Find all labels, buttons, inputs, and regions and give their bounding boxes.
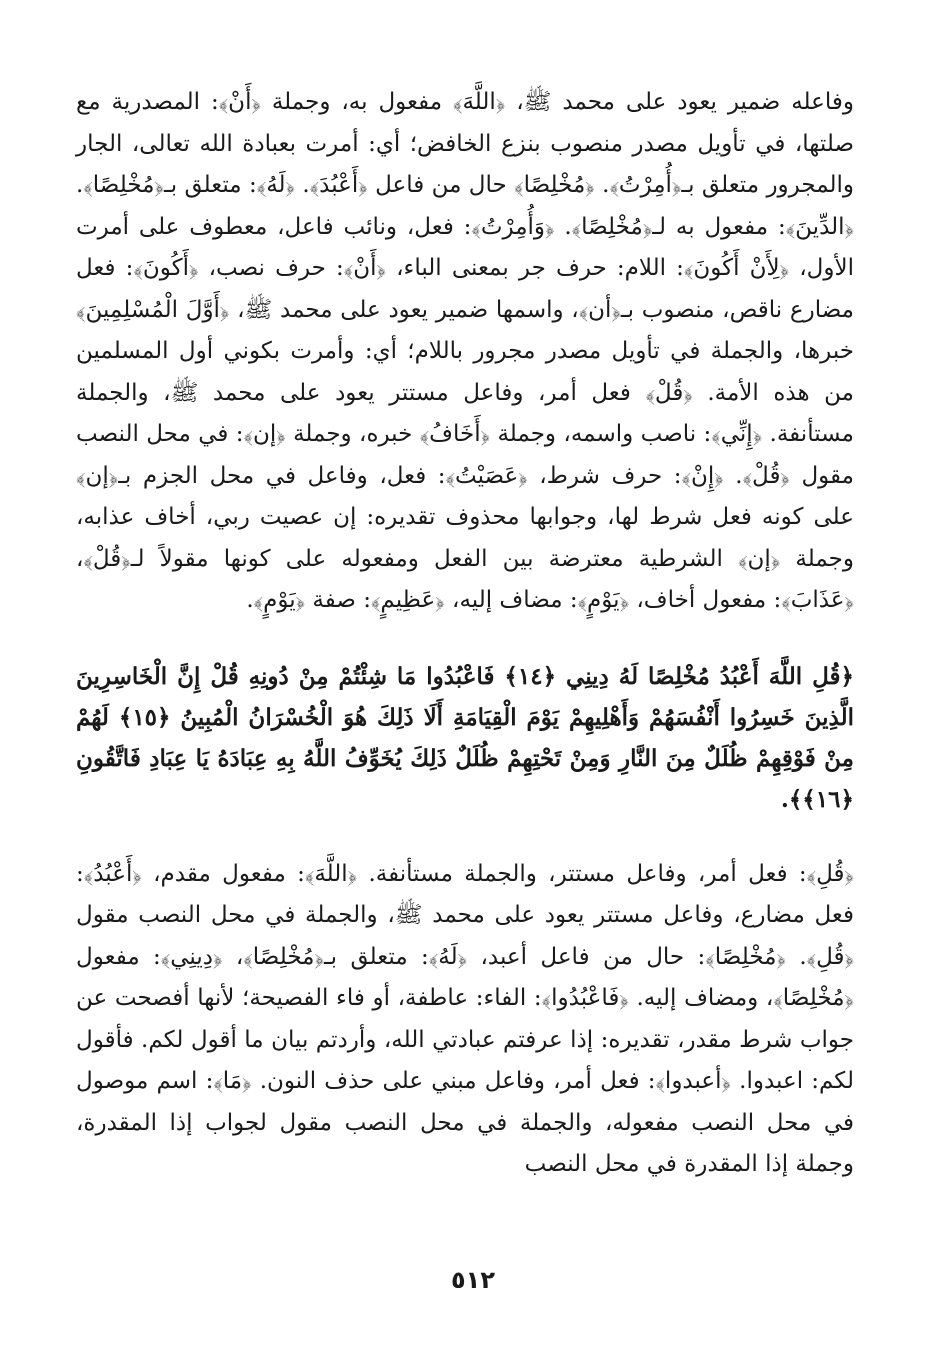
commentary-paragraph-2: ﴿قُلِ﴾: فعل أمر، وفاعل مستتر، والجملة مستأنفة. ﴿اللَّهَ﴾: مفعول مقدم، ﴿أَعْبُدُ﴾: فعل مضارع، وفاعل مستتر يعود على محمد ﷺ، والجملة في محل النصب مقول ﴿قُلِ﴾. ﴿مُخْلِصًا﴾: حال من فاعل أعبد، ﴿لَهُ﴾: متعلق بـ﴿مُخْلِصًا﴾، ﴿دِينِي﴾: مفعول ﴿مُخْلِصًا﴾، ومضاف إليه. ﴿فَاعْبُدُوا﴾: الفاء: عاطفة، أو فاء الفصيحة؛ لأنها أفصحت عن جواب شرط مقدر، تقديره: إذا عرفتم عبادتي الله، وأردتم بيان ما أقول لكم. فأقول لكم: اعبدوا. ﴿أعبدوا﴾: فعل أمر، وفاعل مبني على حذف النون. ﴿مَا﴾: اسم موصول في محل النصب مفعوله، والجملة في محل النصب مقول لجواب إذا المقدرة، وجملة إذا المقدرة في محل النصب <box>76 860 854 1177</box>
commentary-paragraph-1: وفاعله ضمير يعود على محمد ﷺ، ﴿اللَّهَ﴾ مفعول به، وجملة ﴿أَنْ﴾: المصدرية مع صلتها، في تأويل مصدر منصوب بنزع الخافض؛ أي: أمرت بعبادة الله تعالى، الجار والمجرور متعلق بـ﴿أُمِرْتُ﴾. ﴿مُخْلِصًا﴾ حال من فاعل ﴿أَعْبُدَ﴾. ﴿لَهُ﴾: متعلق بـ﴿مُخْلِصًا﴾. ﴿الدِّينَ﴾: مفعول به لـ﴿مُخْلِصًا﴾. ﴿وَأُمِرْتُ﴾: فعل، ونائب فاعل، معطوف على أمرت الأول، ﴿لِأَنْ أَكُونَ﴾: اللام: حرف جر بمعنى الباء، ﴿أَنْ﴾: حرف نصب، ﴿أَكُونَ﴾: فعل مضارع ناقص، منصوب بـ﴿أن﴾، واسمها ضمير يعود على محمد ﷺ، ﴿أَوَّلَ الْمُسْلِمِينَ﴾ خبرها، والجملة في تأويل مصدر مجرور باللام؛ أي: وأمرت بكوني أول المسلمين من هذه الأمة. ﴿قُلْ﴾ فعل أمر، وفاعل مستتر يعود على محمد ﷺ، والجملة مستأنفة. ﴿إِنِّي﴾: ناصب واسمه، وجملة ﴿أَخَافُ﴾ خبره، وجملة ﴿إن﴾: في محل النصب مقول ﴿قُلْ﴾. ﴿إِنْ﴾: حرف شرط، ﴿عَصَيْتُ﴾: فعل، وفاعل في محل الجزم بـ﴿إن﴾ على كونه فعل شرط لها، وجوابها محذوف تقديره: إن عصيت ربي، أخاف عذابه، وجملة ﴿إن﴾ الشرطية معترضة بين الفعل ومفعوله على كونها مقولاً لـ﴿قُلْ﴾، ﴿عَذَابَ﴾: مفعول أخاف، ﴿يَوْمٍ﴾: مضاف إليه، ﴿عَظِيمٍ﴾: صفة ﴿يَوْمٍ﴾. <box>76 89 854 613</box>
page-body <box>76 82 854 1186</box>
page-number: ٥١٢ <box>451 1266 495 1294</box>
quran-verse-block: ﴿قُلِ اللَّهَ أَعْبُدُ مُخْلِصًا لَهُ دِينِي ﴿١٤﴾ فَاعْبُدُوا مَا شِئْتُمْ مِنْ دُونِهِ قُلْ إِنَّ الْخَاسِرِينَ الَّذِينَ خَسِرُوا أَنْفُسَهُمْ وَأَهْلِيهِمْ يَوْمَ الْقِيَامَةِ أَلَا ذَلِكَ هُوَ الْخُسْرَانُ الْمُبِينُ ﴿١٥﴾ لَهُمْ مِنْ فَوْقِهِمْ ظُلَلٌ مِنَ النَّارِ وَمِنْ تَحْتِهِمْ ظُلَلٌ ذَلِكَ يُخَوِّفُ اللَّهُ بِهِ عِبَادَهُ يَا عِبَادِ فَاتَّقُونِ ﴿١٦﴾﴾. <box>76 662 854 813</box>
